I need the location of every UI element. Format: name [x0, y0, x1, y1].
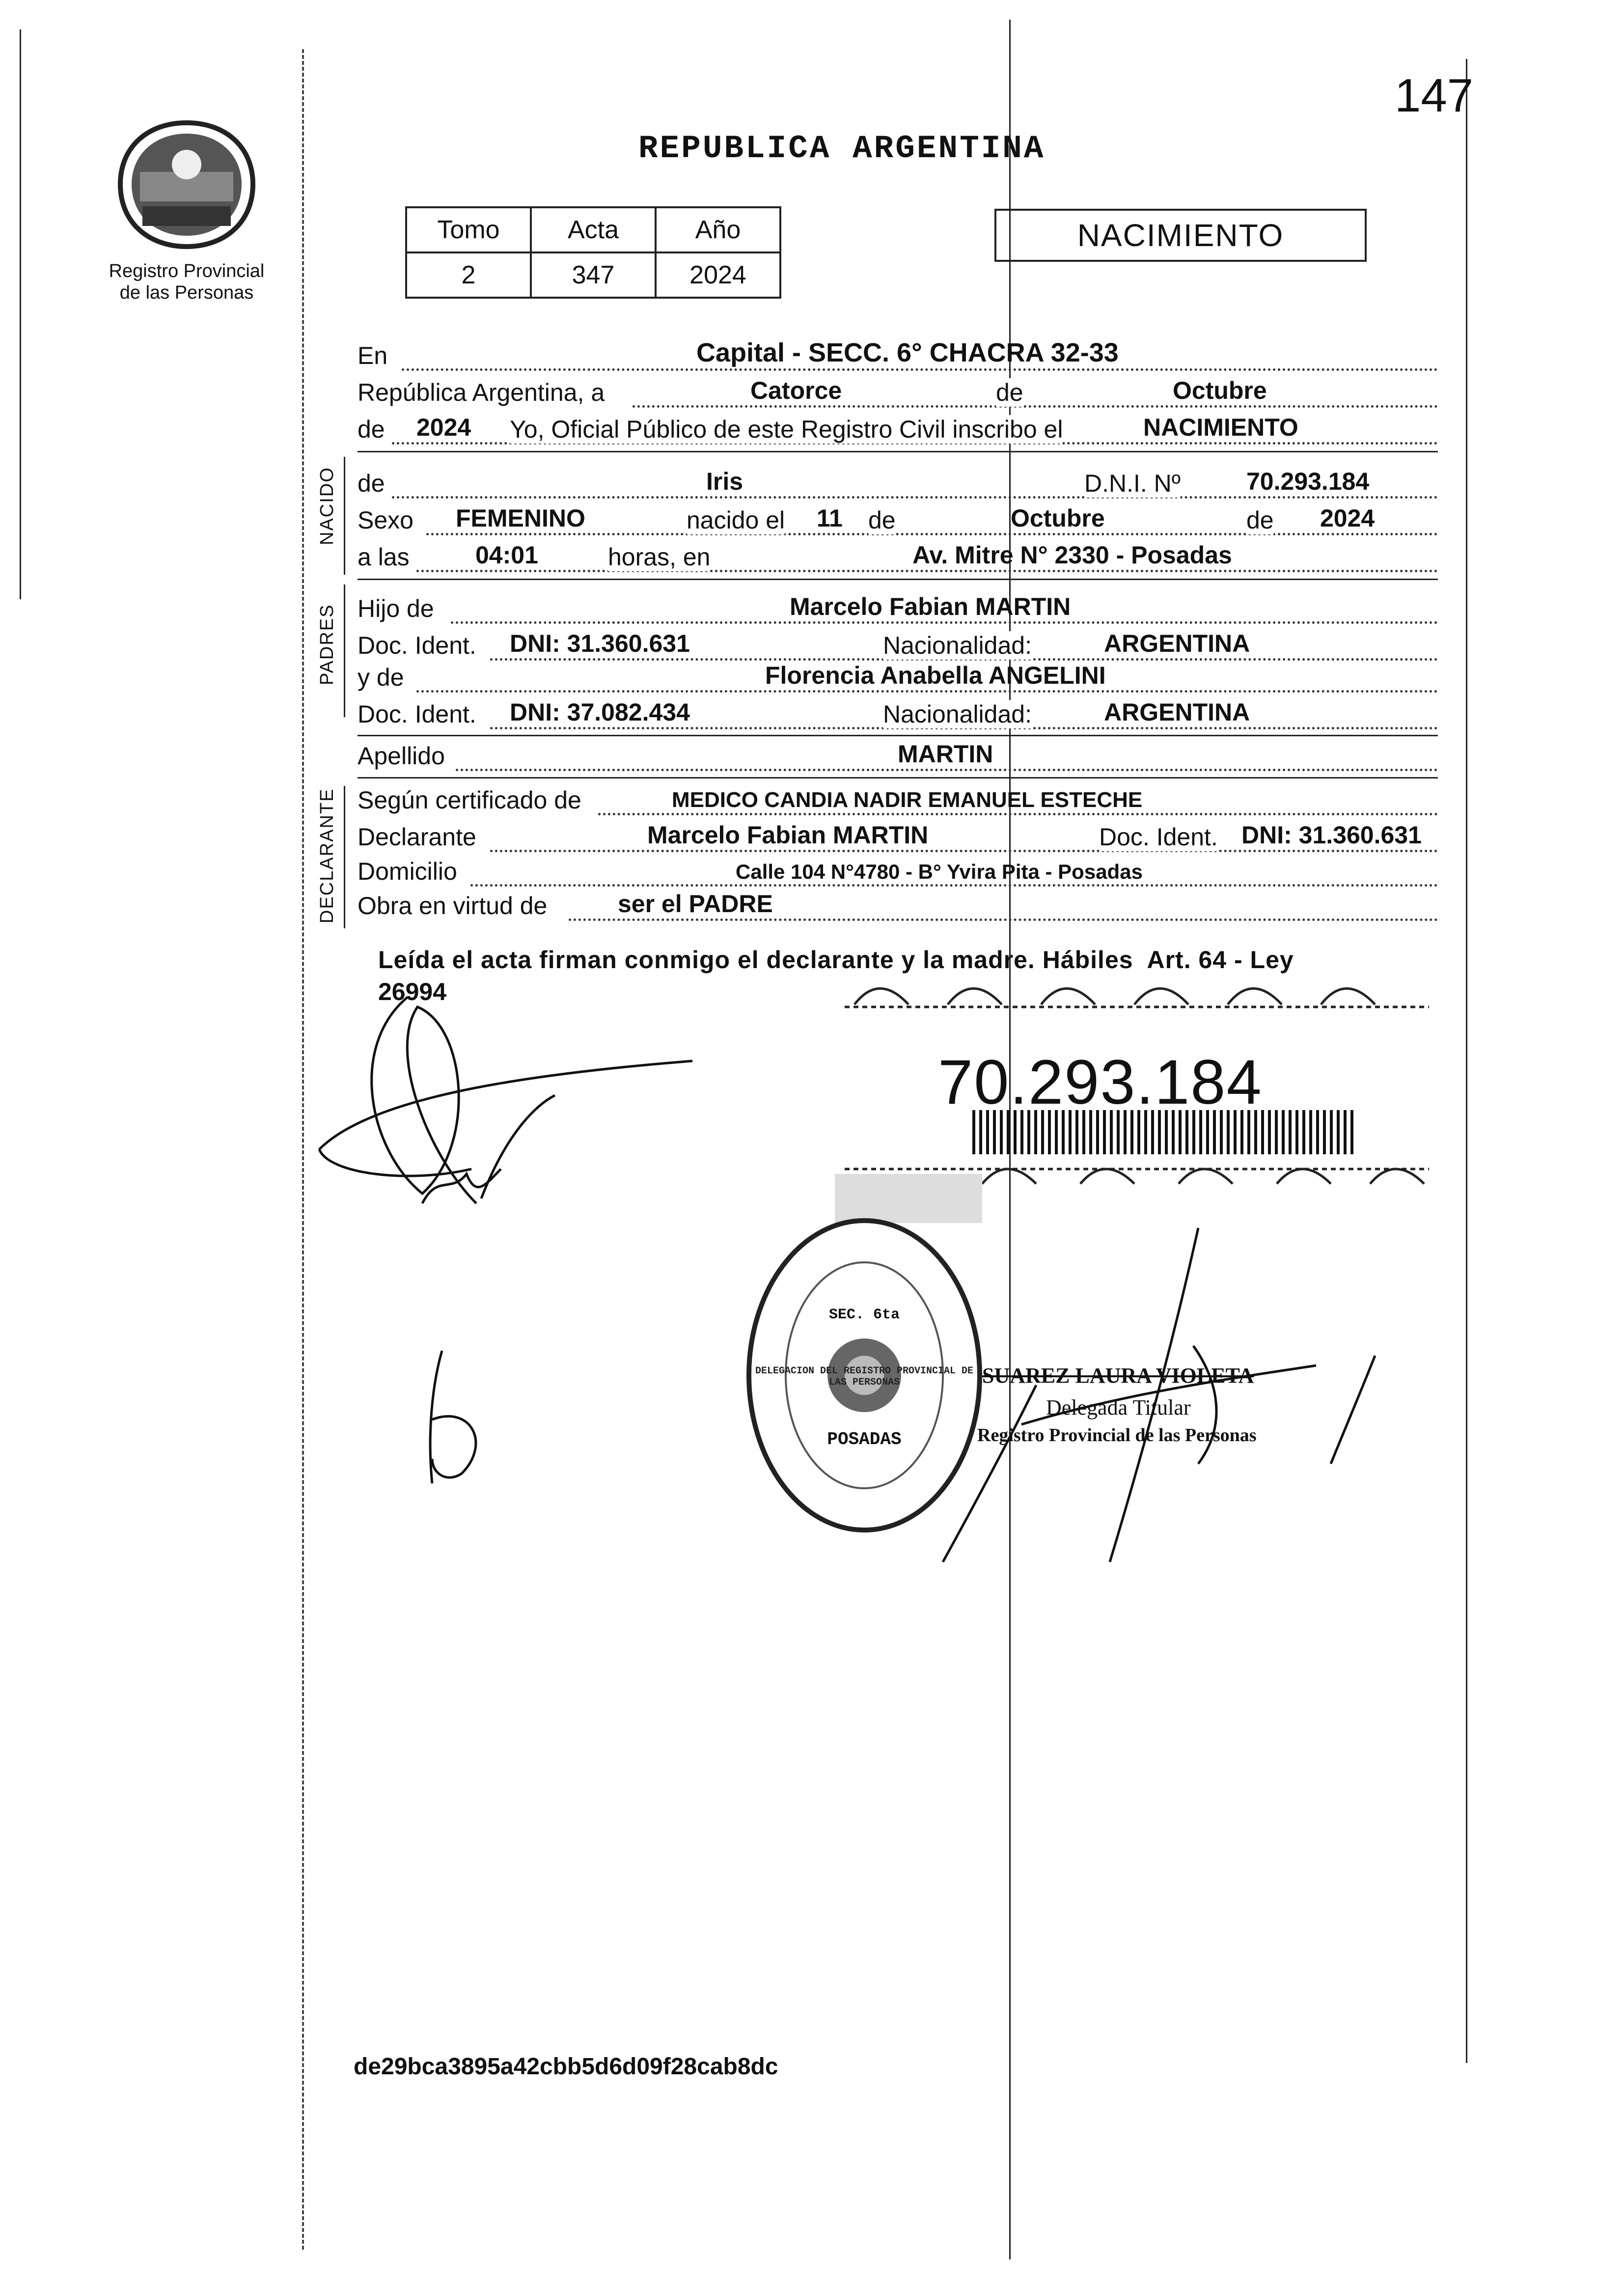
father-label: Hijo de	[358, 595, 434, 622]
dotted-fill	[569, 919, 1438, 921]
dotted-fill	[426, 533, 1438, 535]
section-divider	[358, 777, 1438, 779]
dotted-fill	[402, 368, 1438, 371]
section-divider	[358, 579, 1438, 580]
sex-label: Sexo	[358, 506, 413, 534]
dotted-fill	[451, 621, 1438, 624]
declarante-side-label: DECLARANTE	[317, 788, 337, 923]
mother-name: Florencia Anabella ANGELINI	[765, 662, 1106, 689]
reason-row	[358, 892, 1438, 923]
table-cell: Tomo	[406, 207, 531, 252]
certificate-label: Según certificado de	[358, 786, 581, 814]
table-cell: 2	[406, 252, 531, 298]
record-table-header	[406, 207, 780, 252]
certificate-value: MEDICO CANDIA NADIR EMANUEL ESTECHE	[672, 788, 1143, 812]
child-name-row	[358, 469, 1438, 501]
dotted-fill	[416, 690, 1438, 693]
place-value: Capital - SECC. 6° CHACRA 32-33	[696, 338, 1119, 367]
father-nat-label: Nacionalidad:	[883, 632, 1032, 659]
mother-nat-label: Nacionalidad:	[883, 700, 1032, 728]
date-row	[358, 378, 1438, 410]
dotted-fill	[416, 570, 1438, 572]
dotted-fill	[633, 405, 1438, 408]
record-table	[405, 206, 781, 299]
surname-label: Apellido	[358, 742, 445, 770]
closing-line2: 26994	[378, 978, 447, 1005]
initials-icon	[413, 1346, 501, 1493]
place-row	[358, 338, 1438, 373]
stamp-inner-bottom: POSADAS	[827, 1429, 902, 1449]
declarant-row	[358, 823, 1438, 854]
sticker-number: 70.293.184	[938, 1047, 1263, 1117]
table-cell: Acta	[531, 207, 656, 252]
date-month: Octubre	[1173, 377, 1267, 404]
father-nationality: ARGENTINA	[1104, 630, 1250, 657]
closing-line1: Leída el acta firman conmigo el declarante y la madre. Hábiles Art. 64 - Ley	[378, 946, 1294, 974]
born-day: 11	[817, 504, 843, 532]
record-table-values	[406, 252, 780, 298]
official-office: Registro Provincial de las Personas	[977, 1425, 1257, 1446]
mother-doc-row	[358, 700, 1438, 731]
surname-row	[358, 742, 1438, 773]
table-cell: Año	[656, 207, 780, 252]
address-label: Domicilio	[358, 858, 457, 885]
declarante-bracket	[344, 786, 345, 928]
official-role: Delegada Titular	[1046, 1395, 1191, 1420]
birth-time: 04:01	[475, 541, 538, 569]
father-doc-label: Doc. Ident.	[358, 632, 476, 659]
mother-doc-label: Doc. Ident.	[358, 700, 476, 728]
padres-bracket	[344, 585, 345, 717]
declarant-name: Marcelo Fabian MARTIN	[647, 821, 929, 849]
child-sex: FEMENINO	[456, 504, 585, 532]
initials-signature	[413, 1346, 501, 1493]
declarant-signature	[309, 987, 702, 1282]
stamp-inner-top: SEC. 6ta	[828, 1307, 900, 1323]
born-label: nacido el	[687, 506, 785, 534]
dotted-fill	[470, 884, 1438, 887]
father-row	[358, 594, 1438, 626]
birthplace: Av. Mitre N° 2330 - Posadas	[912, 541, 1232, 569]
child-name: Iris	[706, 468, 743, 495]
document-title: REPUBLICA ARGENTINA	[638, 130, 1046, 167]
declarant-label: Declarante	[358, 823, 476, 851]
hours-label: horas, en	[608, 543, 711, 571]
section-divider	[358, 735, 1438, 736]
year-statement: Yo, Oficial Público de este Registro Civil inscribo el	[510, 416, 1063, 443]
dotted-fill	[490, 850, 1438, 852]
official-name: SUAREZ LAURA VIOLETA	[982, 1364, 1254, 1388]
mother-nationality: ARGENTINA	[1104, 698, 1250, 726]
date-de-label: de	[996, 379, 1023, 406]
section-divider	[358, 451, 1438, 452]
date-day: Catorce	[750, 377, 842, 404]
certificate-row	[358, 786, 1438, 817]
child-dni-label: D.N.I. Nº	[1084, 470, 1181, 497]
born-month: Octubre	[1011, 504, 1105, 532]
padres-side-label: PADRES	[317, 604, 337, 685]
record-type-box: NACIMIENTO	[994, 209, 1367, 262]
province-logo	[113, 118, 260, 251]
born-year: 2024	[1320, 504, 1375, 532]
page-number: 147	[1395, 69, 1474, 122]
act-type: NACIMIENTO	[1143, 414, 1298, 441]
nacido-side-label: NACIDO	[317, 467, 337, 545]
address-row	[358, 857, 1438, 889]
mother-row	[358, 663, 1438, 695]
logo-caption	[83, 260, 290, 304]
reason-label: Obra en virtud de	[358, 892, 548, 920]
nacido-bracket	[344, 457, 345, 575]
fold-dashed-line	[302, 49, 304, 2250]
dotted-fill	[598, 813, 1438, 815]
child-name-label: de	[358, 470, 385, 497]
child-dni: 70.293.184	[1246, 468, 1370, 495]
father-doc-row	[358, 631, 1438, 663]
mother-label: y de	[358, 664, 404, 691]
table-cell: 347	[531, 252, 656, 298]
declarant-doc-label: Doc. Ident.	[1099, 823, 1218, 851]
mother-doc: DNI: 37.082.434	[510, 698, 690, 726]
misiones-seal-icon	[113, 118, 260, 251]
logo-caption-line2: de las Personas	[119, 282, 254, 303]
father-name: Marcelo Fabian MARTIN	[790, 593, 1071, 620]
declarant-doc: DNI: 31.360.631	[1241, 821, 1422, 849]
address-value: Calle 104 N°4780 - B° Yvira Pita - Posadas	[736, 860, 1143, 883]
date-label: República Argentina, a	[358, 379, 605, 406]
child-time-row	[358, 543, 1438, 574]
signature-icon	[309, 987, 702, 1282]
dotted-fill	[456, 769, 1438, 771]
year-value: 2024	[416, 414, 471, 441]
place-label: En	[358, 342, 388, 369]
time-label: a las	[358, 543, 410, 571]
right-frame-line	[1466, 59, 1467, 2063]
born-de1: de	[868, 506, 896, 534]
born-de2: de	[1246, 506, 1274, 534]
year-label: de	[358, 416, 385, 443]
child-sex-row	[358, 506, 1438, 537]
logo-caption-line1: Registro Provincial	[109, 261, 265, 281]
left-margin-line	[20, 29, 21, 599]
surname-value: MARTIN	[898, 740, 993, 768]
table-cell: 2024	[656, 252, 780, 298]
year-row	[358, 415, 1438, 446]
document-hash: de29bca3895a42cbb5d6d09f28cab8dc	[354, 2054, 778, 2080]
stamp-ring-text: DELEGACION DEL REGISTRO PROVINCIAL DE LAS PERSONAS	[755, 1365, 974, 1388]
father-doc: DNI: 31.360.631	[510, 630, 690, 657]
reason-value: ser el PADRE	[618, 890, 773, 918]
dotted-fill	[392, 496, 1438, 499]
